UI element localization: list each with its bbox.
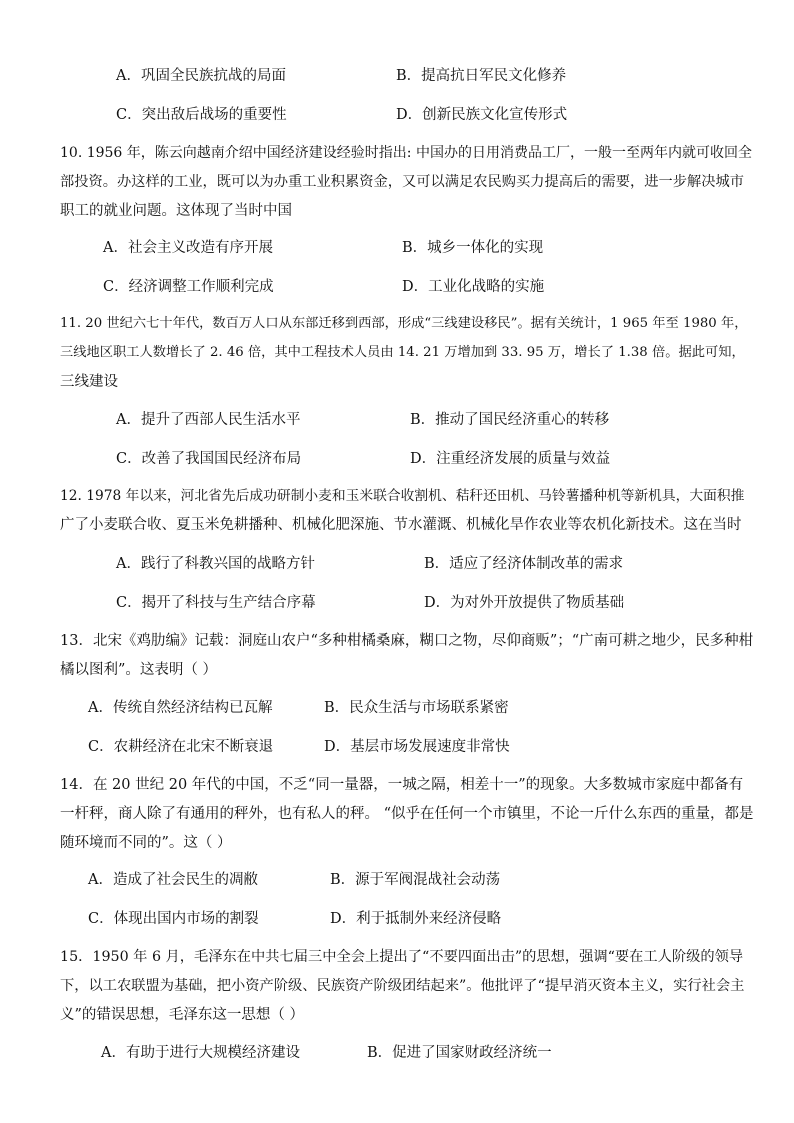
q14-stem-line-2: 一杆秤，商人除了有通用的秤外，也有私人的秤。 “似乎在任何一个市镇里，不论一斤什么东西的重量，都是	[60, 806, 754, 822]
q12-option-a: A．践行了科教兴国的战略方针	[116, 556, 315, 572]
q13-option-d: D．基层市场发展速度非常快	[324, 739, 510, 755]
q9-option-b: B．提高抗日军民文化修养	[396, 68, 567, 84]
q13-stem-line-1: 13．北宋《鸡肋编》记载：洞庭山农户“多种柑橘桑麻，糊口之物，尽仰商贩”；“广南可耕之地少，民多种柑	[60, 633, 754, 649]
q13-option-b: B．民众生活与市场联系紧密	[324, 700, 509, 716]
q14-option-c: C．体现出国内市场的割裂	[88, 911, 259, 927]
q11-stem-line-1: 11. 20 世纪六七十年代，数百万人口从东部迁移到西部，形成“三线建设移民”。据有关统计，1 965 年至 1980 年，	[60, 316, 748, 331]
q10-option-d: D．工业化战略的实施	[402, 279, 545, 295]
q15-stem-line-3: 义”的错误思想，毛泽东这一思想（ ）	[60, 1007, 305, 1023]
q14-option-a: A．造成了社会民生的凋敝	[88, 872, 258, 888]
q15-stem-line-2: 下，以工农联盟为基础，把小资产阶级、民族资产阶级团结起来”。他批评了“提早消灭资本主义，实行社会主	[60, 978, 745, 994]
q10-option-a: A．社会主义改造有序开展	[103, 240, 273, 256]
q10-option-b: B．城乡一体化的实现	[402, 240, 544, 256]
q15-option-b: B．促进了国家财政经济统一	[367, 1045, 552, 1061]
q13-option-c: C．农耕经济在北宋不断衰退	[88, 739, 274, 755]
q15-stem-line-1: 15．1950 年 6 月，毛泽东在中共七届三中全会上提出了“不要四面出击”的思想，强调“要在工人阶级的领导	[60, 949, 744, 965]
q11-option-c: C．改善了我国国民经济布局	[116, 451, 302, 467]
q9-option-c: C．突出敌后战场的重要性	[116, 107, 287, 123]
q10-stem-line-1: 10. 1956 年，陈云向越南介绍中国经济建设经验时指出: 中国办的日用消费品工厂，一般一至两年内就可收回全	[60, 145, 752, 161]
q12-option-b: B．适应了经济体制改革的需求	[424, 556, 624, 572]
q12-stem-line-1: 12. 1978 年以来，河北省先后成功研制小麦和玉米联合收割机、秸秆还田机、马铃薯播种机等新机具，大面积推	[60, 488, 745, 504]
q13-stem-line-2: 橘以图利”。这表明（ ）	[60, 662, 218, 678]
q10-option-c: C．经济调整工作顺利完成	[103, 279, 274, 295]
q15-option-a: A．有助于进行大规模经济建设	[101, 1045, 300, 1061]
q14-option-b: B．源于军阀混战社会动荡	[330, 872, 501, 888]
q11-stem-line-3: 三线建设	[60, 374, 118, 390]
q14-stem-line-3: 随环境而不同的”。这（ ）	[60, 835, 232, 851]
q13-option-a: A．传统自然经济结构已瓦解	[88, 700, 273, 716]
q11-option-a: A．提升了西部人民生活水平	[116, 412, 301, 428]
q12-option-c: C．揭开了科技与生产结合序幕	[116, 595, 316, 611]
q10-stem-line-2: 部投资。办这样的工业，既可以为办重工业积累资金，又可以满足农民购买力提高后的需要，进一步解决城市	[60, 174, 745, 190]
q12-option-d: D．为对外开放提供了物质基础	[424, 595, 625, 611]
q11-option-b: B．推动了国民经济重心的转移	[410, 412, 610, 428]
q11-stem-line-2: 三线地区职工人数增长了 2. 46 倍，其中工程技术人员由 14. 21 万增加到 33. 95 万，增长了 1.38 倍。据此可知，	[60, 345, 745, 360]
q12-stem-line-2: 广了小麦联合收、夏玉米免耕播种、机械化肥深施、节水灌溉、机械化旱作农业等农机化新技术。这在当时	[60, 517, 742, 533]
q10-stem-line-3: 职工的就业问题。这体现了当时中国	[60, 203, 292, 219]
q9-option-a: A．巩固全民族抗战的局面	[116, 68, 286, 84]
q9-option-d: D．创新民族文化宣传形式	[396, 107, 568, 123]
q14-stem-line-1: 14．在 20 世纪 20 年代的中国，不乏“同一量器，一城之隔，相差十一”的现象。大多数城市家庭中都备有	[60, 777, 744, 793]
q14-option-d: D．利于抵制外来经济侵略	[330, 911, 502, 927]
q11-option-d: D．注重经济发展的质量与效益	[410, 451, 611, 467]
